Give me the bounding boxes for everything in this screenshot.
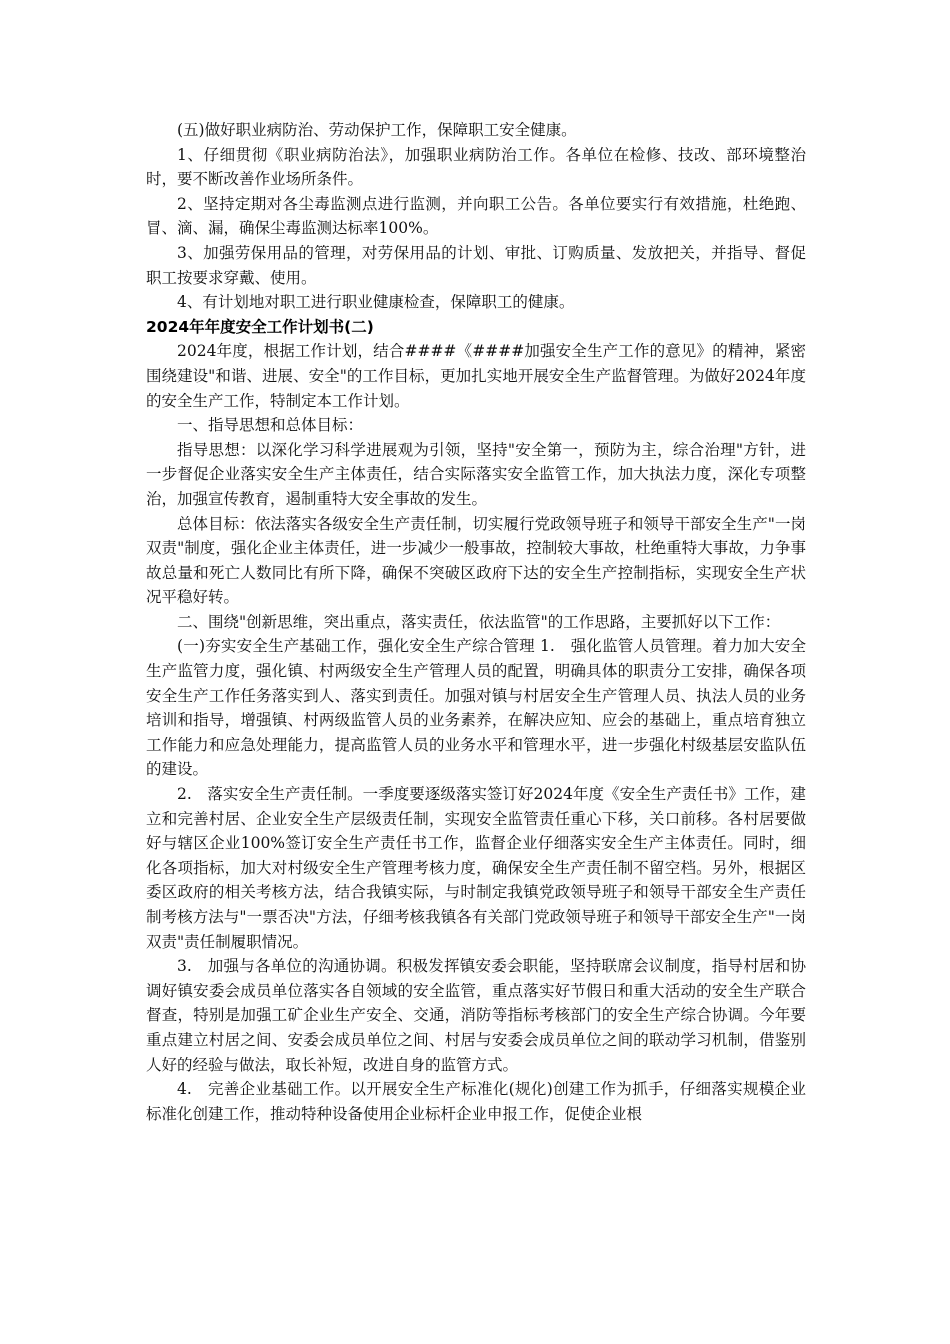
paragraph-item-3: 3、加强劳保用品的管理，对劳保用品的计划、审批、订购质量、发放把关，并指导、督促职工按要求穿戴、使用。	[146, 243, 806, 287]
document-page	[146, 118, 806, 1126]
paragraph-overall-goal: 总体目标：依法落实各级安全生产责任制，切实履行党政领导班子和领导干部安全生产"一岗双责"制度，强化企业主体责任，进一步减少一般事故，控制较大事故，杜绝重特大事故，力争事故总量和死亡人数同比有所下降，确保不突破区政府下达的安全生产控制指标，实现安全生产状况平稳好转。	[146, 514, 806, 607]
paragraph-part-two-title: 二、围绕"创新思维，突出重点，落实责任，依法监管"的工作思路，主要抓好以下工作：	[177, 612, 781, 631]
paragraph-guiding-thought: 指导思想：以深化学习科学进展观为引领，坚持"安全第一，预防为主，综合治理"方针，进一步督促企业落实安全生产主体责任，结合实际落实安全监管工作，加大执法力度，深化专项整治，加强宣传教育，遏制重特大安全事故的发生。	[146, 440, 806, 508]
paragraph-intro: 2024年度，根据工作计划，结合####《####加强安全生产工作的意见》的精神，紧密围绕建设"和谐、进展、安全"的工作目标，更加扎实地开展安全生产监督管理。为做好2024年度的安全生产工作，特制定本工作计划。	[146, 342, 806, 410]
paragraph-item-4: 4、有计划地对职工进行职业健康检查，保障职工的健康。	[177, 293, 575, 312]
paragraph-subsection-2: 2. 落实安全生产责任制。一季度要逐级落实签订好2024年度《安全生产责任书》工作，建立和完善村居、企业安全生产层级责任制，实现安全监管责任重心下移，关口前移。各村居要做好与辖区企业100%签订安全生产责任书工作，监督企业仔细落实安全生产主体责任。同时，细化各项指标，加大对村级安全生产管理考核力度，确保安全生产责任制不留空档。另外，根据区委区政府的相关考核方法，结合我镇实际，与时制定我镇党政领导班子和领导干部安全生产责任制考核方法与"一票否决"方法，仔细考核我镇各有关部门党政领导班子和领导干部安全生产"一岗双责"责任制履职情况。	[146, 785, 806, 951]
paragraph-item-2: 2、坚持定期对各尘毒监测点进行监测，并向职工公告。各单位要实行有效措施，杜绝跑、冒、滴、漏，确保尘毒监测达标率100%。	[146, 194, 806, 238]
paragraph-subsection-3: 3. 加强与各单位的沟通协调。积极发挥镇安委会职能，坚持联席会议制度，指导村居和协调好镇安委会成员单位落实各自领域的安全监管，重点落实好节假日和重大活动的安全生产联合督查，特别是加强工矿企业生产安全、交通，消防等指标考核部门的安全生产综合协调。今年要重点建立村居之间、安委会成员单位之间、村居与安委会成员单位之间的联动学习机制，借鉴别人好的经验与做法，取长补短，改进自身的监管方式。	[146, 957, 806, 1074]
paragraph-subsection-4: 4. 完善企业基础工作。以开展安全生产标准化(规化)创建工作为抓手，仔细落实规模企业标准化创建工作，推动特种设备使用企业标杆企业申报工作，促使企业根	[146, 1080, 806, 1123]
paragraph-part-one-title: 一、指导思想和总体目标：	[177, 416, 364, 435]
section-heading: 2024年年度安全工作计划书(二)	[146, 317, 374, 336]
paragraph-section-five: (五)做好职业病防治、劳动保护工作，保障职工安全健康。	[177, 121, 577, 139]
paragraph-item-1: 1、仔细贯彻《职业病防治法》，加强职业病防治工作。各单位在检修、技改、部环境整治时，要不断改善作业场所条件。	[146, 145, 806, 189]
paragraph-subsection-1: (一)夯实安全生产基础工作，强化安全生产综合管理 1. 强化监管人员管理。着力加大安全生产监管力度，强化镇、村两级安全生产管理人员的配置，明确具体的职责分工安排，确保各项安全生产工作任务落实到人、落实到责任。加强对镇与村居安全生产管理人员、执法人员的业务培训和指导，增强镇、村两级监管人员的业务素养，在解决应知、应会的基础上，重点培育独立工作能力和应急处理能力，提高监管人员的业务水平和管理水平，进一步强化村级基层安监队伍的建设。	[146, 637, 806, 779]
